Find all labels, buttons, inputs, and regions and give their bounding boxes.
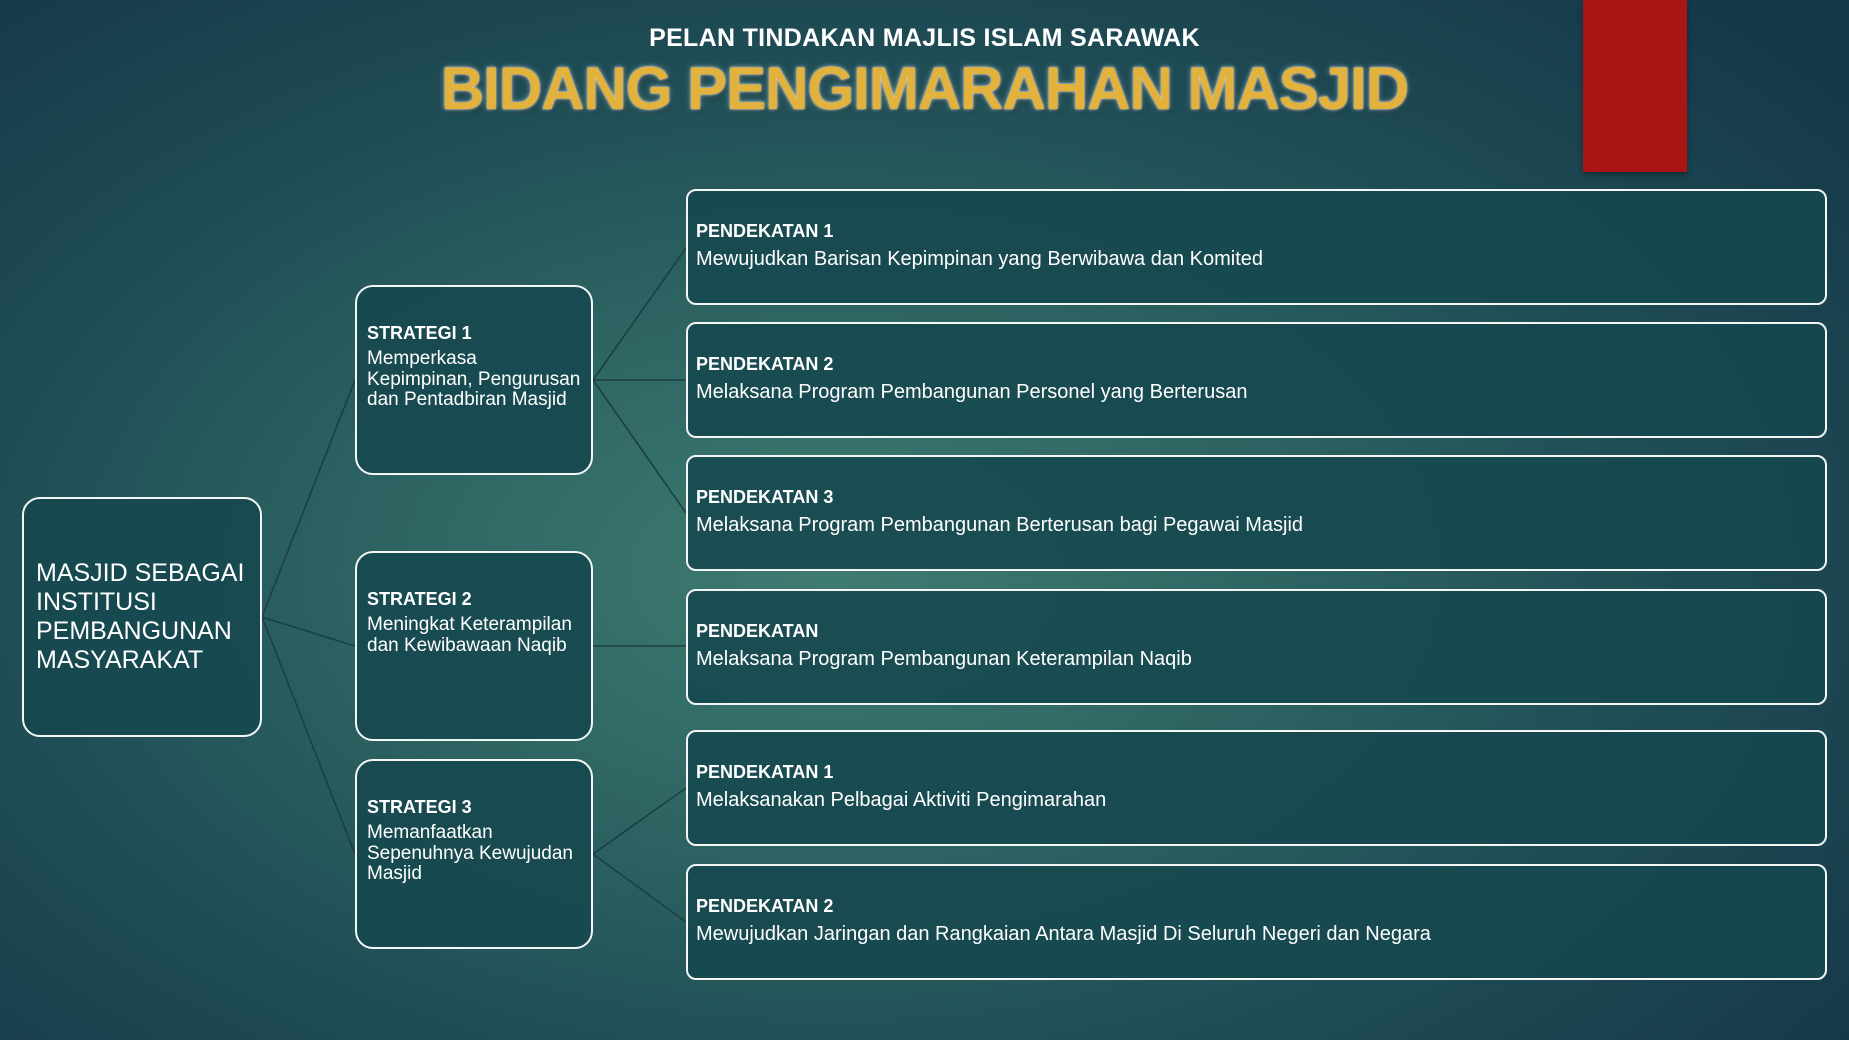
approach-node-2 (686, 322, 1827, 438)
approach-heading: PENDEKATAN (696, 621, 819, 641)
approach-heading: PENDEKATAN 1 (696, 221, 834, 241)
connector-root-strategy-1 (262, 380, 355, 617)
approach-heading: PENDEKATAN 3 (696, 487, 834, 507)
approach-node-3 (686, 455, 1827, 571)
strategy-node-3 (355, 759, 593, 949)
connector-s3-a5 (593, 788, 686, 854)
strategy-heading: STRATEGI 2 (367, 589, 472, 609)
approach-node-1 (686, 189, 1827, 305)
connector-root-strategy-3 (262, 617, 355, 854)
strategy-heading: STRATEGI 3 (367, 797, 472, 817)
page-subtitle: PELAN TINDAKAN MAJLIS ISLAM SARAWAK (649, 24, 1200, 52)
root-node (22, 497, 262, 737)
approach-text: Melaksanakan Pelbagai Aktiviti Pengimarahan (696, 789, 1107, 811)
strategy-text: Memperkasa Kepimpinan, Pengurusan dan Pentadbiran Masjid (367, 348, 581, 410)
approach-node-4 (686, 589, 1827, 705)
connector-s3-a6 (593, 854, 686, 922)
page-title: BIDANG PENGIMARAHAN MASJID (440, 55, 1409, 122)
approach-text: Mewujudkan Barisan Kepimpinan yang Berwibawa dan Komited (696, 248, 1263, 270)
strategy-node-2 (355, 551, 593, 741)
strategy-text: Meningkat Keterampilan dan Kewibawaan Naqib (367, 614, 572, 656)
strategy-text: Memanfaatkan Sepenuhnya Kewujudan Masjid (367, 822, 574, 884)
approach-text: Mewujudkan Jaringan dan Rangkaian Antara Masjid Di Seluruh Negeri dan Negara (696, 923, 1431, 945)
approach-heading: PENDEKATAN 2 (696, 896, 834, 916)
approach-node-5 (686, 730, 1827, 846)
approach-text: Melaksana Program Pembangunan Keterampilan Naqib (696, 648, 1192, 670)
red-accent-bar (1583, 0, 1687, 172)
approach-text: Melaksana Program Pembangunan Personel yang Berterusan (696, 381, 1248, 403)
root-node-label: MASJID SEBAGAI INSTITUSI PEMBANGUNAN MASYARAKAT (36, 559, 245, 674)
approach-heading: PENDEKATAN 1 (696, 762, 834, 782)
connector-s1-a3 (593, 380, 686, 513)
strategy-heading: STRATEGI 1 (367, 323, 472, 343)
strategy-node-1 (355, 285, 593, 475)
approach-heading: PENDEKATAN 2 (696, 354, 834, 374)
approach-node-6 (686, 864, 1827, 980)
approach-text: Melaksana Program Pembangunan Berterusan bagi Pegawai Masjid (696, 514, 1304, 536)
connector-root-strategy-2 (262, 617, 355, 646)
connector-s1-a1 (593, 248, 686, 380)
